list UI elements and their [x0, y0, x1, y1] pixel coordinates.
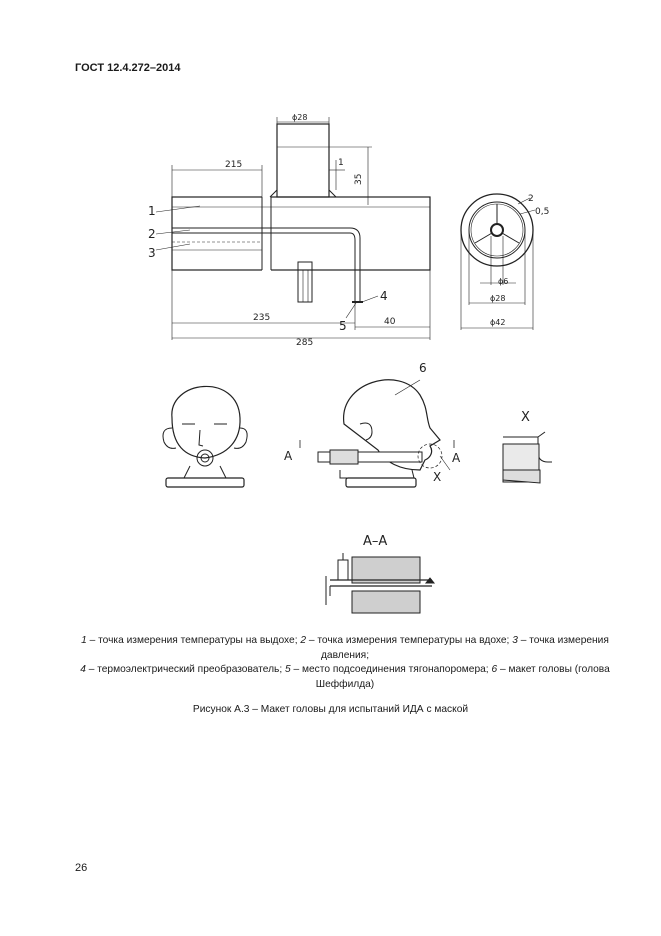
legend-text-1: – точка измерения температуры на выдохе;: [86, 635, 301, 646]
section-mark-a-right: A: [452, 451, 461, 465]
section-title-a-a: A–A: [363, 534, 388, 549]
legend-num-2: 2: [300, 635, 307, 646]
dim-phi42: ϕ42: [490, 318, 506, 327]
page-number: 26: [75, 862, 88, 874]
callout-2: 2: [148, 227, 156, 241]
callout-5: 5: [339, 319, 347, 333]
dim-1: 1: [338, 158, 344, 168]
legend-text-5: – место подсоединения тягонапоромера;: [290, 664, 492, 675]
dim-2-right: 2: [528, 194, 534, 204]
legend-text-4: – термоэлектрический преобразователь;: [85, 664, 286, 675]
dim-phi28-top: ϕ28: [292, 113, 308, 122]
legend-num-4: 4: [80, 664, 86, 675]
dim-285: 285: [296, 338, 314, 348]
legend-num-6: 6: [491, 664, 498, 675]
legend-num-3: 3: [512, 635, 518, 646]
figure-legend: [70, 634, 620, 692]
callout-6: 6: [419, 361, 427, 375]
callout-3: 3: [148, 246, 156, 260]
document-header: ГОСТ 12.4.272–2014: [75, 62, 181, 74]
legend-text-2: – точка измерения температуры на вдохе;: [306, 635, 513, 646]
legend-num-1: 1: [81, 635, 87, 646]
section-mark-a-left: A: [284, 449, 293, 463]
dim-40: 40: [384, 317, 396, 327]
dim-235: 235: [253, 313, 271, 323]
dim-phi6: ϕ6: [498, 277, 509, 286]
dim-215: 215: [225, 160, 243, 170]
callout-1: 1: [148, 204, 156, 218]
dim-35: 35: [354, 173, 364, 185]
legend-num-5: 5: [285, 664, 291, 675]
legend-text-6: – макет головы (голова Шеффилда): [315, 664, 610, 690]
figure-caption: Рисунок А.3 – Макет головы для испытаний ИДА с маской: [192, 704, 469, 715]
dim-0-5: 0,5: [535, 207, 550, 217]
dim-phi28-right: ϕ28: [490, 294, 506, 303]
view-mark-x-head: X: [433, 470, 442, 484]
legend-text-3: – точка измерения давления;: [320, 635, 609, 661]
callout-4: 4: [380, 289, 388, 303]
view-mark-x-detail: X: [521, 410, 530, 425]
